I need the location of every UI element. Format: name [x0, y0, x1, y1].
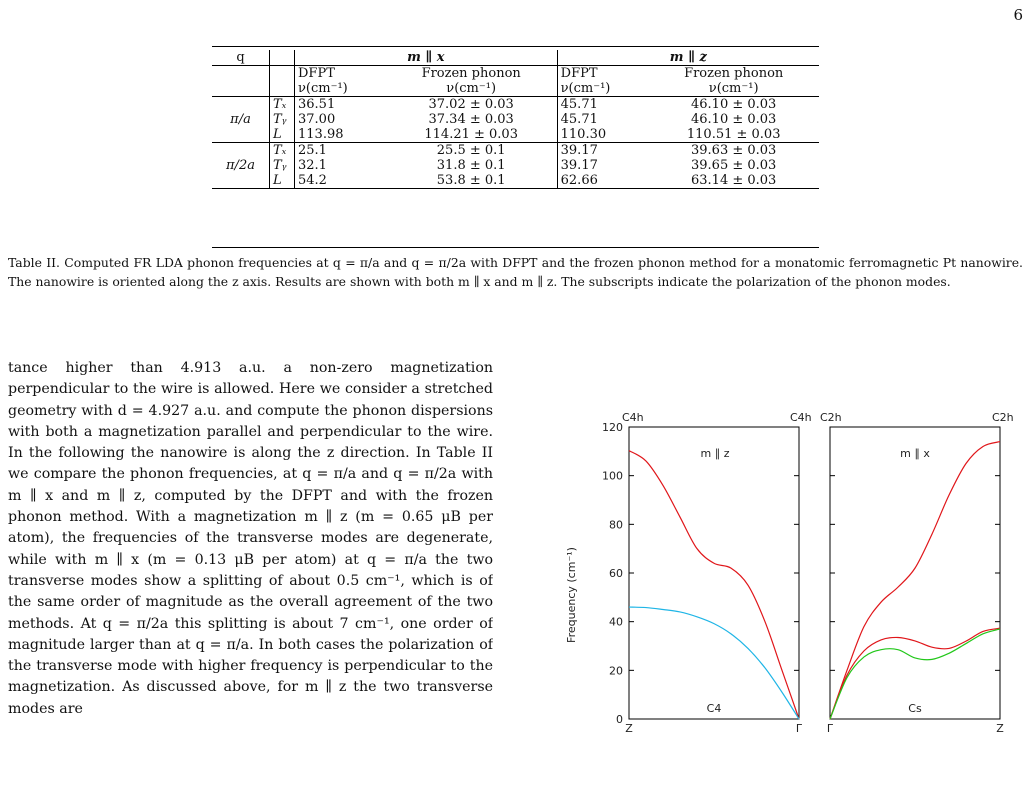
- table-cell: 110.51 ± 0.03: [648, 127, 819, 143]
- table-header-row-3: [212, 81, 819, 97]
- table-cell: 25.5 ± 0.1: [386, 143, 557, 159]
- paragraph-text: tance higher than 4.913 a.u. a non-zero magnetization perpendicular to the wire is allowed. Here we consider a stretched geometry with d = 4.927 a.u. and compute the phonon dispersions with both a magnetization parallel and perpendicular to the wire. In the following the nanowire is along the z direction. In Table II we compare the phonon frequencies, at q = π/a and q = π/2a with m ∥ x and m ∥ z, computed by the DFPT and with the frozen phonon method. With a magnetization m ∥ z (m = 0.65 μB per atom), the frequencies of the transverse modes are degenerate, while with m ∥ x (m = 0.13 μB per atom) at q = π/a the two transverse modes show a splitting of about 0.5 cm⁻¹, which is of the same order of magnitude as the overall agreement of the two methods. At q = π/2a this splitting is about 7 cm⁻¹, one order of magnitude larger than at q = π/a. In both cases the polarization of the transverse mode with higher frequency is perpendicular to the magnetization. As discussed above, for m ∥ z the two transverse modes are: [8, 360, 493, 717]
- table-top-rule: [212, 46, 819, 47]
- table-row: [212, 158, 819, 173]
- right-x-left-label: Γ: [826, 722, 834, 735]
- y-axis-label: Frequency (cm⁻¹): [565, 547, 578, 643]
- table-cell: 37.00: [298, 112, 336, 127]
- table-cell: 45.71: [560, 97, 598, 112]
- y-tick-label: 0: [616, 713, 623, 726]
- dfpt-z-header: DFPT: [560, 66, 598, 81]
- table-cell: 110.30: [557, 127, 648, 143]
- table-row: [212, 97, 819, 113]
- unit-dfpt-z: ν(cm⁻¹): [557, 81, 648, 97]
- page-number: 6: [1013, 6, 1023, 24]
- right-series-line-0: [830, 442, 1000, 719]
- table-cell: 39.17: [560, 143, 598, 158]
- phonon-dispersion-figure: [560, 405, 1029, 800]
- table-cell: 113.98: [295, 127, 386, 143]
- m-parallel-z-header: m ∥ z: [557, 50, 819, 66]
- table-cell: 54.2: [295, 173, 386, 189]
- left-panel-label: m ∥ z: [700, 447, 730, 460]
- left-bottom-symmetry: C4: [706, 702, 722, 715]
- y-tick-label: 40: [609, 615, 623, 629]
- table-cell: 37.34 ± 0.03: [386, 112, 557, 127]
- q-value: π/2a: [212, 143, 270, 189]
- table-header-row-2: [212, 66, 819, 82]
- table-cell: 63.14 ± 0.03: [648, 173, 819, 189]
- table-row: [212, 143, 819, 159]
- table-cell: 53.8 ± 0.1: [386, 173, 557, 189]
- q-column-header: q: [212, 50, 270, 66]
- right-panel-series: [830, 442, 1000, 719]
- left-top-right-symmetry: C4h: [790, 411, 812, 424]
- dfpt-x-header: DFPT: [298, 66, 335, 81]
- right-top-right-symmetry: C2h: [992, 411, 1014, 424]
- left-x-right-label: Γ: [795, 722, 803, 735]
- table-cell: 36.51: [298, 97, 336, 112]
- mode-label: L: [270, 173, 295, 189]
- table-row: [212, 173, 819, 189]
- mode-label: Tₓ: [270, 97, 295, 113]
- left-x-left-label: Z: [625, 722, 633, 735]
- right-bottom-symmetry: Cs: [908, 702, 922, 715]
- table-cell: 62.66: [557, 173, 648, 189]
- right-panel-frame: [830, 427, 1000, 719]
- y-tick-label: 60: [609, 567, 623, 580]
- q-value: π/a: [212, 97, 270, 143]
- table-bottom-rule: [212, 247, 819, 248]
- body-paragraph: [8, 358, 493, 800]
- mode-label: L: [270, 127, 295, 143]
- m-parallel-x-header: m ∥ x: [295, 50, 558, 66]
- table-cell: 39.17: [560, 158, 598, 173]
- y-tick-label: 20: [609, 664, 623, 678]
- mode-label: Tᵧ: [270, 112, 295, 127]
- y-tick-label: 80: [609, 518, 623, 532]
- unit-frozen-x: ν(cm⁻¹): [386, 81, 557, 97]
- table-header-row-1: [212, 50, 819, 66]
- dispersion-chart: [560, 405, 1029, 800]
- table-row: [212, 127, 819, 143]
- y-axis-ticks: [602, 421, 1000, 726]
- table-cell: 31.8 ± 0.1: [386, 158, 557, 173]
- table-cell: 25.1: [298, 143, 327, 158]
- mode-label: Tₓ: [270, 143, 295, 159]
- unit-dfpt-x: ν(cm⁻¹): [295, 81, 386, 97]
- frozen-x-header: Frozen phonon: [386, 66, 557, 82]
- unit-frozen-z: ν(cm⁻¹): [648, 81, 819, 97]
- left-panel-series: [629, 451, 799, 719]
- mode-column-header: [270, 50, 295, 66]
- table-caption: Table II. Computed FR LDA phonon frequencies at q = π/a and q = π/2a with DFPT and the frozen phonon method for a monatomic ferromagnetic Pt nanowire. The nanowire is oriented along the z axis. Results are shown with both m ∥ x and m ∥ z. The subscripts indicate the polarization of the phonon modes.: [8, 255, 1023, 289]
- table-cell: 46.10 ± 0.03: [691, 112, 777, 127]
- y-tick-label: 100: [602, 469, 623, 483]
- right-x-right-label: Z: [996, 722, 1004, 735]
- left-top-left-symmetry: C4h: [622, 411, 644, 424]
- right-top-left-symmetry: C2h: [820, 411, 842, 424]
- table-cell: 46.10 ± 0.03: [691, 97, 777, 112]
- table-cell: 39.65 ± 0.03: [691, 158, 777, 173]
- table-cell: 39.63 ± 0.03: [691, 143, 777, 158]
- phonon-frequency-table: [212, 50, 819, 189]
- table-cell: 37.02 ± 0.03: [386, 97, 557, 113]
- right-panel-label: m ∥ x: [900, 447, 930, 460]
- left-panel-frame: [629, 427, 799, 719]
- frozen-z-header: Frozen phonon: [684, 66, 784, 81]
- table-cell: 32.1: [298, 158, 327, 173]
- table-cell: 114.21 ± 0.03: [386, 127, 557, 143]
- y-tick-label: 120: [602, 421, 623, 434]
- table-row: [212, 112, 819, 127]
- mode-label: Tᵧ: [270, 158, 295, 173]
- table-cell: 45.71: [560, 112, 598, 127]
